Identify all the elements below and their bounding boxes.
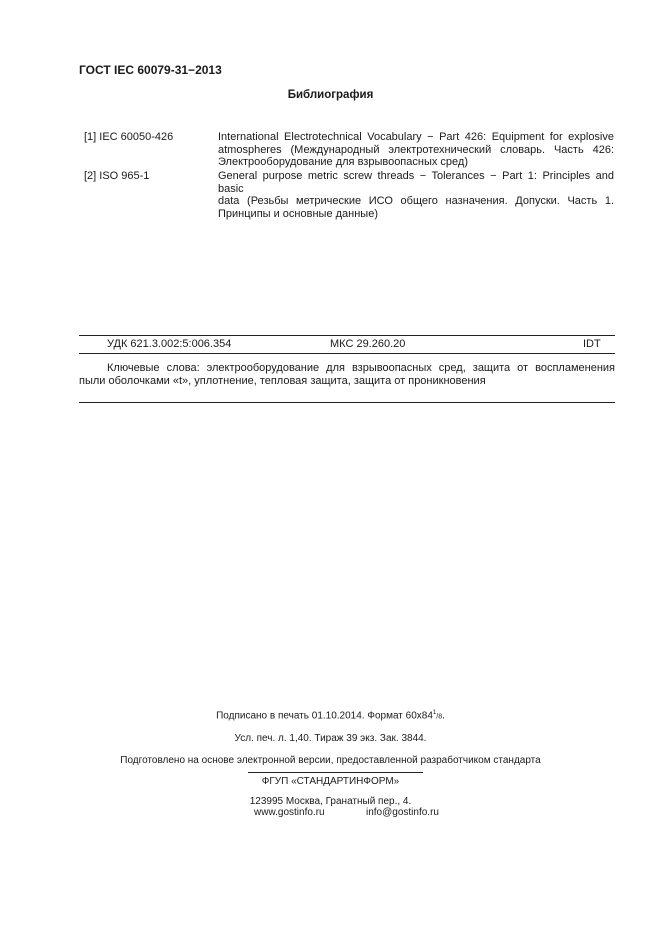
bibliography-ref-label: [2] ISO 965-1 — [84, 170, 150, 182]
publisher-address: 123995 Москва, Гранатный пер., 4. — [249, 796, 412, 807]
keywords-line: Ключевые слова: электрооборудование для взрывоопасных сред, защита от воспламенения — [107, 362, 615, 374]
divider-top — [79, 335, 615, 336]
imprint-sheets: Усл. печ. л. 1,40. Тираж 39 экз. Зак. 3844. — [234, 733, 427, 744]
bibliography-title: Библиография — [287, 89, 374, 101]
divider-middle — [79, 353, 615, 354]
publisher-email: info@gostinfo.ru — [366, 807, 439, 818]
keywords — [79, 362, 615, 388]
mks-code: МКС 29.260.20 — [330, 338, 406, 350]
bibliography-ref-label: [1] IEC 60050-426 — [84, 131, 174, 143]
standard-code: ГОСТ IEC 60079-31−2013 — [79, 63, 222, 77]
ref-text-line: General purpose metric screw threads − Tolerances − Part 1: Principles and basic — [218, 170, 614, 195]
publisher-name: ФГУП «СТАНДАРТИНФОРМ» — [261, 776, 400, 787]
bibliography-ref-text — [218, 131, 614, 169]
imprint-signed — [0, 710, 661, 721]
format-fraction-numerator: 1 — [432, 710, 437, 716]
divider-bottom — [79, 402, 615, 403]
imprint-signed-suffix: . — [442, 710, 445, 722]
publisher-website: www.gostinfo.ru — [254, 807, 325, 818]
bibliography-ref-text — [218, 170, 614, 220]
format-fraction-denominator: /8 — [436, 713, 443, 721]
idt-code: IDT — [583, 338, 601, 350]
udc-code: УДК 621.3.002:5:006.354 — [107, 338, 232, 350]
ref-text-line: Электрооборудование для взрывоопасных сред) — [218, 156, 468, 168]
ref-text-line: International Electrotechnical Vocabulary − Part 426: Equipment for explosive — [218, 131, 614, 143]
ref-text-line: Принципы и основные данные) — [218, 207, 378, 220]
ref-text-line: atmospheres (Международный электротехнический словарь. Часть 426: — [218, 143, 614, 156]
keywords-line: пыли оболочками «t», уплотнение, тепловая защита, защита от проникновения — [79, 375, 486, 387]
imprint-divider — [248, 772, 423, 773]
ref-text-line: data (Резьбы метрические ИСО общего назначения. Допуски. Часть 1. — [218, 195, 614, 207]
imprint-prepared: Подготовлено на основе электронной версии, предоставленной разработчиком стандарта — [120, 755, 541, 766]
imprint-signed-text: Подписано в печать 01.10.2014. Формат 60х84 — [216, 710, 433, 722]
